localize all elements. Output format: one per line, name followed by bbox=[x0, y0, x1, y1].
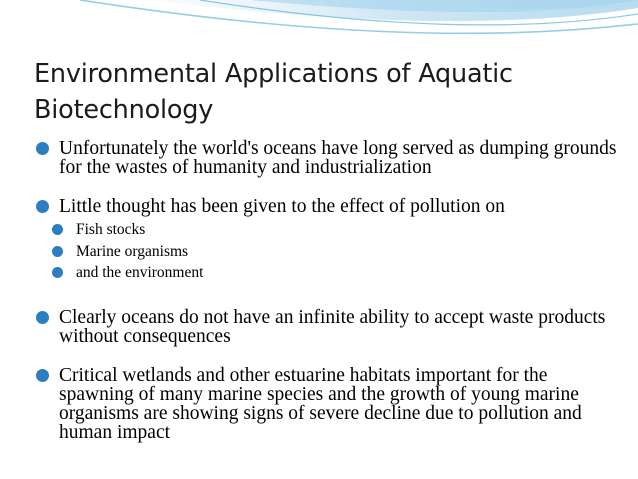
sub-bullet-icon bbox=[52, 246, 63, 257]
bullet-icon bbox=[36, 142, 49, 155]
sub-bullet-item bbox=[52, 262, 626, 284]
sub-bullet-text: Fish stocks bbox=[76, 221, 146, 238]
bullet-text: Critical wetlands and other estuarine habitats important for the spawning of many marine species and the growth of young marine organisms are showing signs of severe decline due to pollution and human impact bbox=[59, 364, 582, 443]
sub-bullet-icon bbox=[52, 224, 63, 235]
bullet-text: Little thought has been given to the effect of pollution on bbox=[59, 196, 505, 217]
bullet-text: Clearly oceans do not have an infinite ability to accept waste products without consequences bbox=[59, 306, 606, 347]
bullet-list bbox=[36, 139, 626, 442]
bullet-item bbox=[36, 197, 626, 216]
bullet-icon bbox=[36, 369, 49, 382]
bullet-icon bbox=[36, 200, 49, 213]
bullet-item bbox=[36, 308, 626, 346]
sub-bullet-icon bbox=[52, 267, 63, 278]
bullet-item bbox=[36, 366, 626, 442]
sub-bullet-text: Marine organisms bbox=[76, 242, 189, 260]
decorative-swoosh bbox=[0, 0, 638, 60]
sub-bullet-item bbox=[52, 241, 626, 263]
bullet-text: Unfortunately the world's oceans have long served as dumping grounds for the wastes of humanity and industrialization bbox=[59, 138, 617, 178]
sub-bullet-item bbox=[52, 219, 626, 241]
sub-bullet-text: and the environment bbox=[76, 264, 204, 281]
slide-title: Environmental Applications of Aquatic Biotechnology bbox=[34, 59, 513, 125]
bullet-icon bbox=[36, 311, 49, 324]
bullet-item bbox=[36, 139, 626, 177]
